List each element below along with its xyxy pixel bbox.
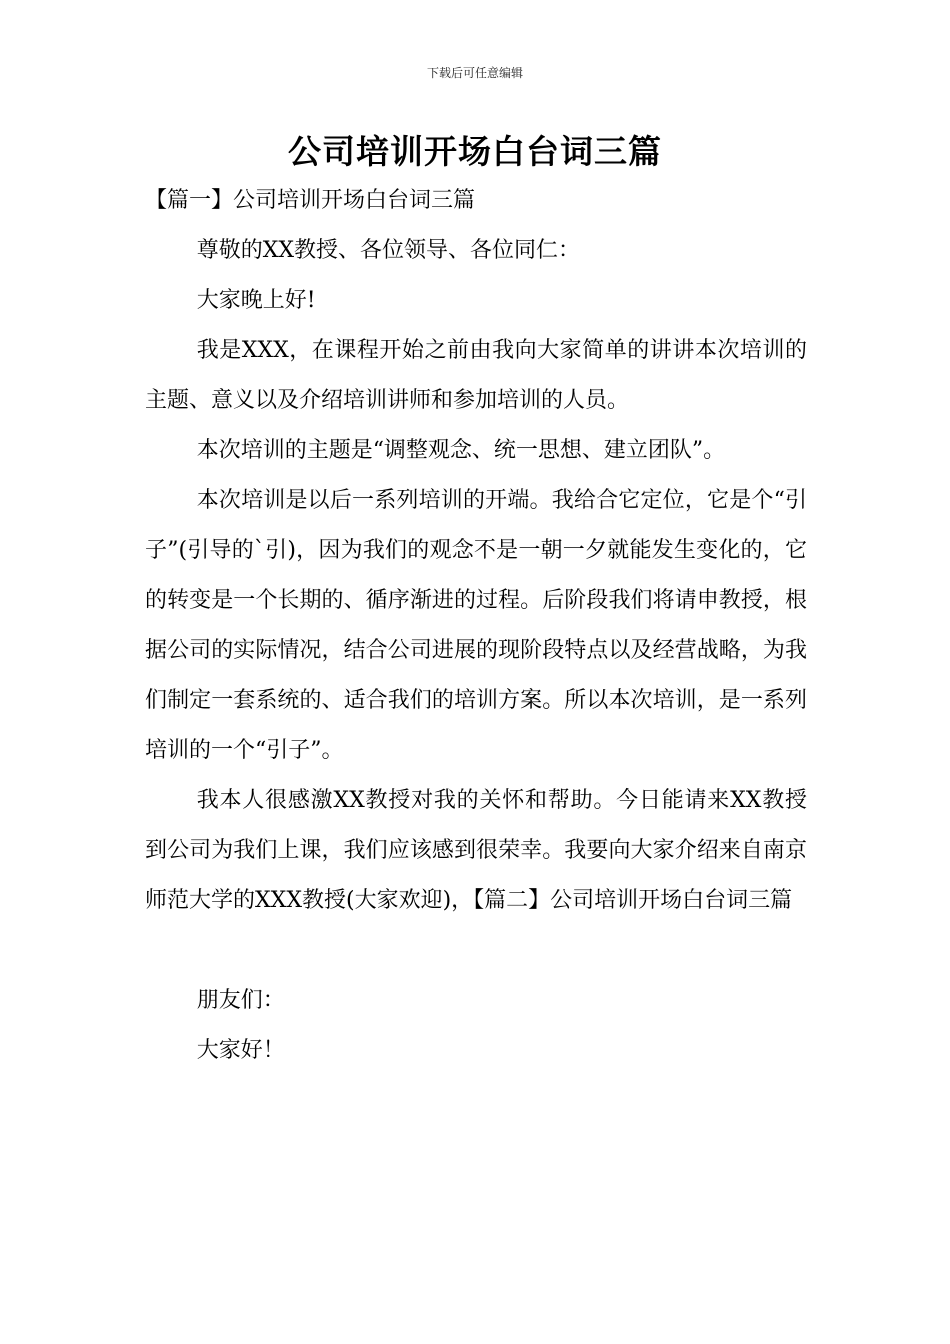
section-heading-1: 【篇一】公司培训开场白台词三篇: [145, 188, 476, 213]
purpose-paragraph: 本次培训是以后一系列培训的开端。我给合它定位，它是个“引子”(引导的`引)，因为我们的观念不是一朝一夕就能发生变化的，它的转变是一个长期的、循序渐进的过程。后阶段我们将请申教授，根据公司的实际情况，结合公司进展的现阶段特点以及经营战略，为我们制定一套系统的、适合我们的培训方案。所以本次培训，是一系列培训的一个“引子”。: [145, 488, 807, 763]
salutation-paragraph-2: 朋友们：: [196, 988, 285, 1013]
page-header-note: 下载后可任意编辑: [426, 66, 523, 80]
document-title: 公司培训开场白台词三篇: [288, 132, 662, 171]
theme-paragraph: 本次培训的主题是“调整观念、统一思想、建立团队”。: [196, 438, 726, 463]
salutation-paragraph: 尊敬的XX教授、各位领导、各位同仁：: [196, 238, 581, 263]
greeting-paragraph-2: 大家好！: [196, 1038, 285, 1063]
thanks-paragraph: 我本人很感激XX教授对我的关怀和帮助。今日能请来XX教授到公司为我们上课，我们应该感到很荣幸。我要向大家介绍来自南京师范大学的XXX教授(大家欢迎)，【篇二】公司培训开场白台词三篇: [145, 788, 807, 913]
document-body: [145, 176, 807, 1076]
intro-paragraph: 我是XXX，在课程开始之前由我向大家简单的讲讲本次培训的主题、意义以及介绍培训讲师和参加培训的人员。: [145, 338, 807, 413]
greeting-paragraph: 大家晚上好!: [196, 288, 316, 313]
